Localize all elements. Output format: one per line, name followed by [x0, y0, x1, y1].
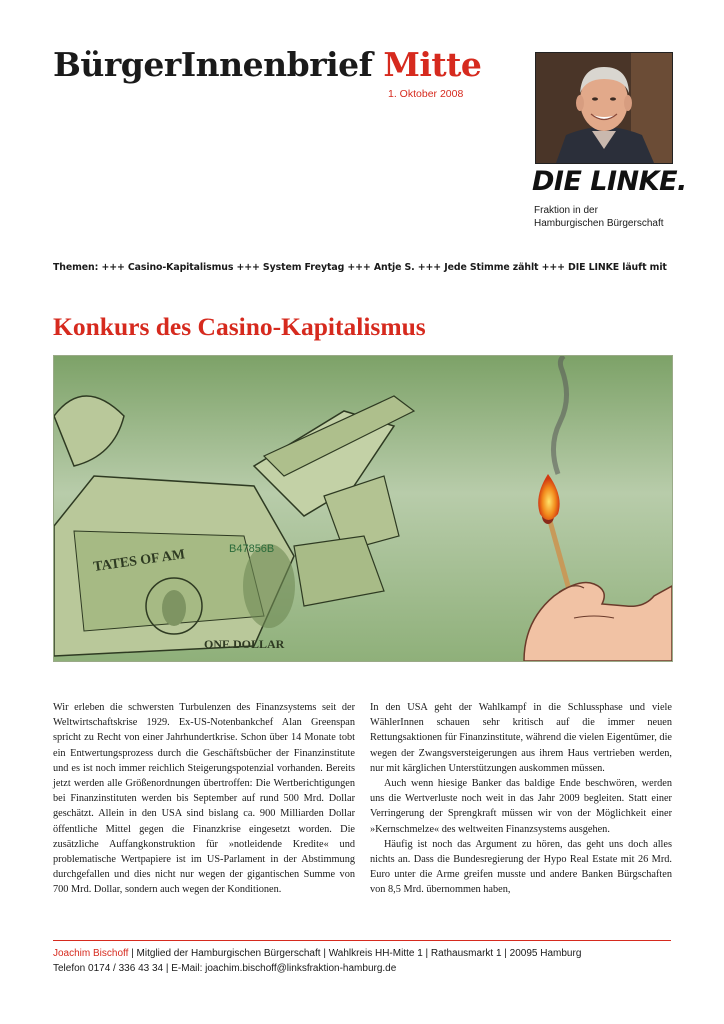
footer-contact	[53, 946, 693, 976]
cartoon-illustration	[53, 355, 673, 662]
portrait-photo	[535, 52, 673, 164]
newsletter-title	[53, 45, 482, 84]
article-paragraph: Wir erleben die schwersten Turbulenzen des Finanzsystems seit der Weltwirtschaftskrise 1929. Ex-US-Notenbankchef Alan Greenspan spricht zu Recht von einer Jahrhundertkrise. Schon über 14 Monate tobt ein Entwertungsprozess durch die Geschäftsbücher der Finanzinstitute und es ist noch immer reichlich Steigerungspotenzial vorhanden. Bereits jetzt werden alle Größenordnungen übertroffen: Die Wertberichtigungen bei Finanzinstituten werden bis September auf rund 500 Mrd. Dollar geschätzt. Allein in den USA sind bislang ca. 900 Milliarden Dollar öffentliche Mittel gegen die Finanzkrise eingesetzt worden. Die zusätzliche Auffangkonstruktion für »notleidende Kredite« und problematische Wertpapiere ist im US-Parlament in der Abstimmung durchgefallen und dies nicht nur wegen der gigantischen Summe von 700 Mrd. Dollar, sondern auch wegen der Konditionen.	[53, 702, 355, 896]
article-column-left	[53, 700, 355, 898]
newsletter-title-accent: Mitte	[383, 45, 482, 84]
footer-line1	[53, 946, 693, 961]
cartoon-svg	[54, 356, 672, 661]
banknote-caption: TATES OF AM	[92, 547, 186, 575]
article-column-right	[370, 700, 672, 898]
banknote-serial: B47856B	[229, 543, 275, 555]
article-paragraph: In den USA geht der Wahlkampf in die Schlussphase und viele WählerInnen schauen sehr kritisch auf die immer neuen Rettungsaktionen für Finanzinstitute, während die vielen Eigentümer, die wegen der Zwangsversteigerungen aus ihrem Haus vertrieben werden, nur mit kärglichen Unterstützungen auskommen müssen.	[370, 702, 672, 774]
portrait-illustration	[536, 53, 672, 163]
party-logo: DIE LINKE.	[532, 166, 687, 197]
footer-author-name: Joachim Bischoff	[53, 948, 129, 959]
article-headline: Konkurs des Casino-Kapitalismus	[53, 312, 426, 341]
party-subline-line2: Hamburgischen Bürgerschaft	[534, 218, 664, 229]
newsletter-title-main: BürgerInnenbrief	[53, 45, 373, 84]
footer-divider	[53, 940, 671, 941]
footer-address: | Mitglied der Hamburgischen Bürgerschaft | Wahlkreis HH-Mitte 1 | Rathausmarkt 1 | 20095 Hamburg	[128, 948, 582, 959]
article-paragraph: Auch wenn hiesige Banker das baldige Ende beschwören, werden uns die Wertverluste noch weit in das Jahr 2009 begleiten. Statt einer Verringerung der Sprengkraft müssen wir von der Möglichkeit einer »Kernschmelze« des weltweiten Finanzsystems ausgehen.	[370, 778, 672, 835]
party-subline	[534, 204, 684, 230]
party-subline-line1: Fraktion in der	[534, 205, 598, 216]
issue-date: 1. Oktober 2008	[388, 88, 464, 100]
article-paragraph: Häufig ist noch das Argument zu hören, das geht uns doch alles nichts an. Dass die Bundesregierung der Hypo Real Estate mit 26 Mrd. Euro unter die Arme greifen musste und andere Banken Bürgschaften von 8,5 Mrd. übernommen haben,	[370, 838, 672, 896]
banknote-value: ONE DOLLAR	[204, 637, 285, 651]
footer-line2: Telefon 0174 / 336 43 34 | E-Mail: joachim.bischoff@linksfraktion-hamburg.de	[53, 963, 397, 974]
topics-line: Themen: +++ Casino-Kapitalismus +++ System Freytag +++ Antje S. +++ Jede Stimme zählt +++ DIE LINKE läuft mit	[53, 262, 667, 273]
